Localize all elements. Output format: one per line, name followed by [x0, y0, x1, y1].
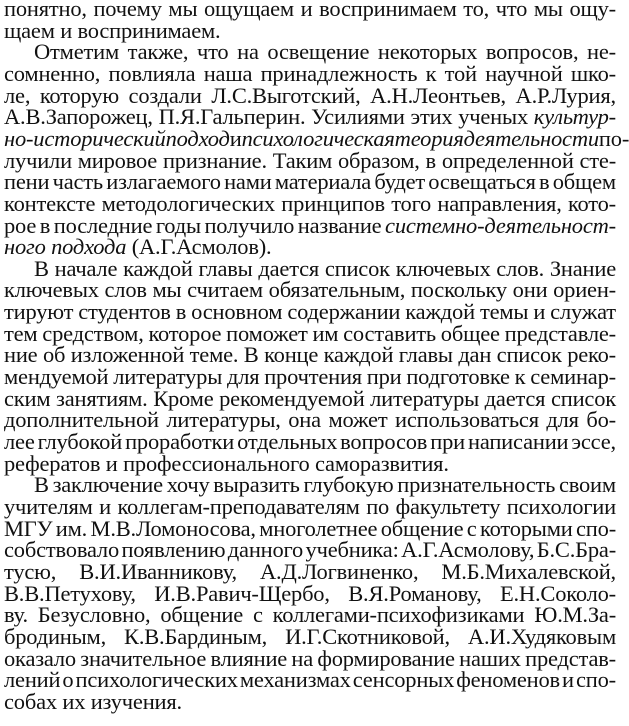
word: в: [425, 147, 436, 173]
word: пени: [4, 169, 50, 195]
word: ключевых: [395, 255, 491, 281]
word: занятиям.: [56, 385, 148, 411]
word: к: [425, 60, 437, 86]
word: материала: [274, 169, 372, 195]
word: последние: [53, 212, 153, 238]
word: принадлежность: [260, 60, 418, 86]
word: почему: [93, 0, 162, 21]
word: Л.С.Выготский,: [211, 82, 361, 108]
word: А.Г.Асмолову,: [401, 537, 535, 563]
word: нами: [224, 169, 272, 195]
word: к: [514, 364, 526, 390]
word: при: [430, 429, 465, 454]
word: главы: [398, 342, 453, 368]
word: с: [466, 515, 477, 541]
word: но-исторический: [4, 125, 166, 151]
word: феноменов: [456, 667, 560, 693]
word: деятельности: [463, 125, 599, 151]
word: А.Р.Лурия,: [515, 82, 616, 108]
word: наших: [459, 645, 521, 671]
word: ву.: [4, 602, 28, 628]
word: ключевых: [4, 277, 99, 303]
word: признательность: [397, 472, 556, 498]
word: которыми: [480, 515, 573, 541]
word: лений: [4, 667, 61, 693]
word: А.Н.Леонтьев,: [370, 82, 506, 108]
word: представ-: [525, 645, 616, 671]
word: излагаемого: [106, 169, 221, 195]
word: мы: [533, 0, 563, 21]
word: образом,: [337, 147, 420, 173]
word: вопросов: [340, 429, 428, 454]
word: общее: [440, 320, 500, 346]
word: список: [324, 255, 390, 281]
word: учителям: [4, 493, 93, 519]
word: литературы: [113, 364, 223, 390]
word: использоваться: [394, 407, 539, 433]
word: собствовало: [4, 537, 120, 563]
word: главы: [198, 255, 253, 281]
word: наша: [203, 60, 253, 86]
word: лее: [4, 429, 35, 454]
word: Отметим: [34, 39, 120, 65]
word: содержании: [287, 299, 401, 325]
word: Кроме: [153, 385, 214, 411]
word: культур-: [533, 104, 616, 130]
word: некоторых: [377, 39, 478, 65]
word: Е.Н.Соколо-: [499, 580, 616, 606]
word: слов: [104, 277, 147, 303]
word: подход: [165, 125, 230, 151]
word: спо-: [575, 667, 616, 693]
word: принципов: [281, 190, 385, 216]
word: заключение: [52, 472, 163, 498]
word: В: [243, 342, 259, 368]
word: подготовке: [406, 364, 510, 390]
word: основном: [191, 299, 283, 325]
word: психологическая: [241, 125, 395, 151]
word: им: [312, 320, 339, 346]
word: на: [237, 39, 259, 65]
word: литературы,: [166, 407, 281, 433]
word: П.Я.Гальперин.: [158, 104, 306, 130]
word: В: [34, 472, 49, 498]
word: психологии: [506, 493, 616, 519]
word: изложенной: [70, 342, 185, 368]
word: тусю,: [4, 558, 57, 584]
word: литературы: [370, 385, 480, 411]
word: воспринимаем: [319, 0, 457, 21]
word: освещаться: [428, 169, 536, 195]
word: написании: [468, 429, 569, 454]
word: эссе,: [571, 429, 616, 454]
word: создали: [128, 82, 202, 108]
word: каждой: [405, 299, 475, 325]
word: дается: [258, 255, 320, 281]
word: считаем: [187, 277, 263, 303]
word: список: [550, 385, 616, 411]
word: темы: [479, 299, 529, 325]
word: М.В.Ломоносова,: [90, 515, 256, 541]
word: вопросов,: [485, 39, 579, 65]
word: выразить: [213, 472, 300, 498]
word: которое: [148, 320, 222, 346]
word: ного: [4, 234, 46, 260]
word: факультету: [395, 493, 501, 519]
word: и: [60, 17, 73, 43]
word: бродиным,: [4, 623, 107, 649]
word: служат: [550, 299, 616, 325]
word: сенсорных: [352, 667, 455, 693]
word: методологических: [101, 190, 275, 216]
word: не-: [587, 39, 616, 65]
word: В: [34, 255, 49, 281]
word: по-: [598, 125, 629, 151]
word: и: [533, 299, 546, 325]
word: мы: [152, 277, 182, 303]
word: они: [512, 277, 548, 303]
word: им.: [55, 515, 88, 541]
word: изучения.: [90, 688, 182, 714]
word: освещение: [267, 39, 370, 65]
word: мы: [168, 0, 198, 21]
word: повлияла: [108, 60, 196, 86]
word: ученых: [458, 104, 528, 130]
word: общение: [160, 602, 244, 628]
word: А.Д.Логвиненко,: [259, 558, 419, 584]
word: что: [495, 0, 528, 21]
word: теме.: [189, 342, 239, 368]
word: проработки: [125, 429, 235, 454]
word: подхода: [51, 234, 127, 260]
word: К.В.Бардиным,: [124, 623, 268, 649]
word: рекомендуемой: [219, 385, 365, 411]
word: Б.С.Бра-: [536, 537, 616, 563]
word: влияние: [210, 645, 288, 671]
word: начале: [54, 255, 118, 281]
word: также,: [127, 39, 189, 65]
word: семинар-: [530, 364, 616, 390]
word: и: [300, 0, 313, 21]
word: может: [328, 407, 388, 433]
word: коллегам-преподавателям: [117, 493, 360, 519]
word: в: [538, 169, 550, 195]
word: реко-: [567, 342, 616, 368]
word: для: [546, 407, 579, 433]
word: саморазвития.: [314, 450, 449, 476]
word: что: [196, 39, 229, 65]
word: общение: [380, 515, 464, 541]
word: и: [105, 450, 118, 476]
word: В.В.Петухову,: [4, 580, 136, 606]
word: поскольку: [410, 277, 507, 303]
word: Таким: [272, 147, 333, 173]
word: в: [175, 299, 187, 325]
word: направления,: [437, 190, 562, 216]
text-line: [4, 688, 616, 718]
word: психологических: [75, 667, 238, 693]
word: формирование: [317, 645, 455, 671]
word: получило: [204, 212, 295, 238]
word: учебника:: [305, 537, 399, 563]
word: хочу: [166, 472, 210, 498]
word: по: [366, 493, 390, 519]
word: конце: [264, 342, 319, 368]
word: отдельных: [237, 429, 338, 454]
word: прочтения: [264, 364, 362, 390]
word: понятно,: [4, 0, 87, 21]
word: данного: [227, 537, 304, 563]
word: она: [288, 407, 321, 433]
word: механизмах: [239, 667, 351, 693]
word: Усилиями: [311, 104, 405, 130]
word: щаем: [4, 17, 55, 43]
word: студентов: [78, 299, 171, 325]
word: определенной: [441, 147, 574, 173]
word: часть: [52, 169, 103, 195]
word: ориен-: [553, 277, 616, 303]
word: И.Г.Скотниковой,: [285, 623, 450, 649]
word: рое: [4, 212, 37, 238]
word: тем: [4, 320, 38, 346]
word: появлению: [121, 537, 226, 563]
word: того: [391, 190, 432, 216]
word: слов.: [496, 255, 545, 281]
word: общем: [552, 169, 616, 195]
word: А.И.Худяковым: [467, 623, 616, 649]
word: и: [229, 125, 242, 151]
word: сте-: [579, 147, 616, 173]
word: будет: [374, 169, 426, 195]
word: список: [496, 342, 562, 368]
word: рефератов: [4, 450, 101, 476]
word: мендуемой: [4, 364, 109, 390]
word: ние: [4, 342, 38, 368]
word: коллегами-психофизиками: [272, 602, 525, 628]
word: для: [226, 364, 260, 390]
word: лучили: [4, 147, 72, 173]
word: воспринимаем.: [77, 17, 221, 43]
word: В.И.Иванникову,: [79, 558, 237, 584]
word: обязательным,: [268, 277, 406, 303]
word: (А.Г.Асмолов).: [131, 234, 272, 260]
word: в: [39, 212, 51, 238]
word: собах: [4, 688, 57, 714]
word: теория: [394, 125, 464, 151]
word: ле,: [4, 82, 31, 108]
word: признание.: [162, 147, 267, 173]
word: глубокой: [37, 429, 123, 454]
word: на: [291, 645, 314, 671]
word: своим: [558, 472, 616, 498]
word: составить: [343, 320, 436, 346]
word: МГУ: [4, 515, 53, 541]
word: глубокую: [303, 472, 394, 498]
word: дан: [458, 342, 492, 368]
word: то,: [463, 0, 490, 21]
word: при: [366, 364, 402, 390]
word: значительное: [80, 645, 207, 671]
word: ощущаем: [204, 0, 294, 21]
word: М.Б.Михалевской,: [441, 558, 616, 584]
word: научной: [485, 60, 563, 86]
word: кото-: [567, 190, 616, 216]
word: и: [562, 667, 574, 693]
word: их: [62, 688, 86, 714]
word: А.В.Запорожец,: [4, 104, 153, 130]
word: шко-: [570, 60, 616, 86]
word: ским: [4, 385, 51, 411]
word: которую: [39, 82, 119, 108]
word: дополнительной: [4, 407, 159, 433]
word: дается: [484, 385, 546, 411]
word: И.В.Равич-Щербо,: [154, 580, 330, 606]
word: поможет: [226, 320, 308, 346]
word: той: [444, 60, 477, 86]
word: мировое: [77, 147, 158, 173]
word: многолетнее: [259, 515, 378, 541]
word: спо-: [576, 515, 616, 541]
word: контексте: [4, 190, 96, 216]
word: средством,: [42, 320, 144, 346]
word: Безусловно,: [37, 602, 151, 628]
word: сомненно,: [4, 60, 101, 86]
word: каждой: [323, 342, 394, 368]
word: бо-: [586, 407, 616, 433]
word: с: [252, 602, 263, 628]
word: Знание: [549, 255, 616, 281]
word: и: [99, 493, 111, 519]
word: об: [42, 342, 66, 368]
word: В.Я.Романову,: [348, 580, 482, 606]
word: этих: [410, 104, 453, 130]
word: оказало: [4, 645, 76, 671]
word: представле-: [504, 320, 616, 346]
word: годы: [155, 212, 201, 238]
word: профессионального: [123, 450, 310, 476]
word: каждой: [123, 255, 193, 281]
word: Ю.М.За-: [534, 602, 616, 628]
word: тируют: [4, 299, 74, 325]
word: о: [62, 667, 74, 693]
word: ощу-: [569, 0, 616, 21]
book-page: [4, 0, 629, 726]
word: системно-деятельност-: [385, 212, 616, 238]
word: название: [297, 212, 382, 238]
